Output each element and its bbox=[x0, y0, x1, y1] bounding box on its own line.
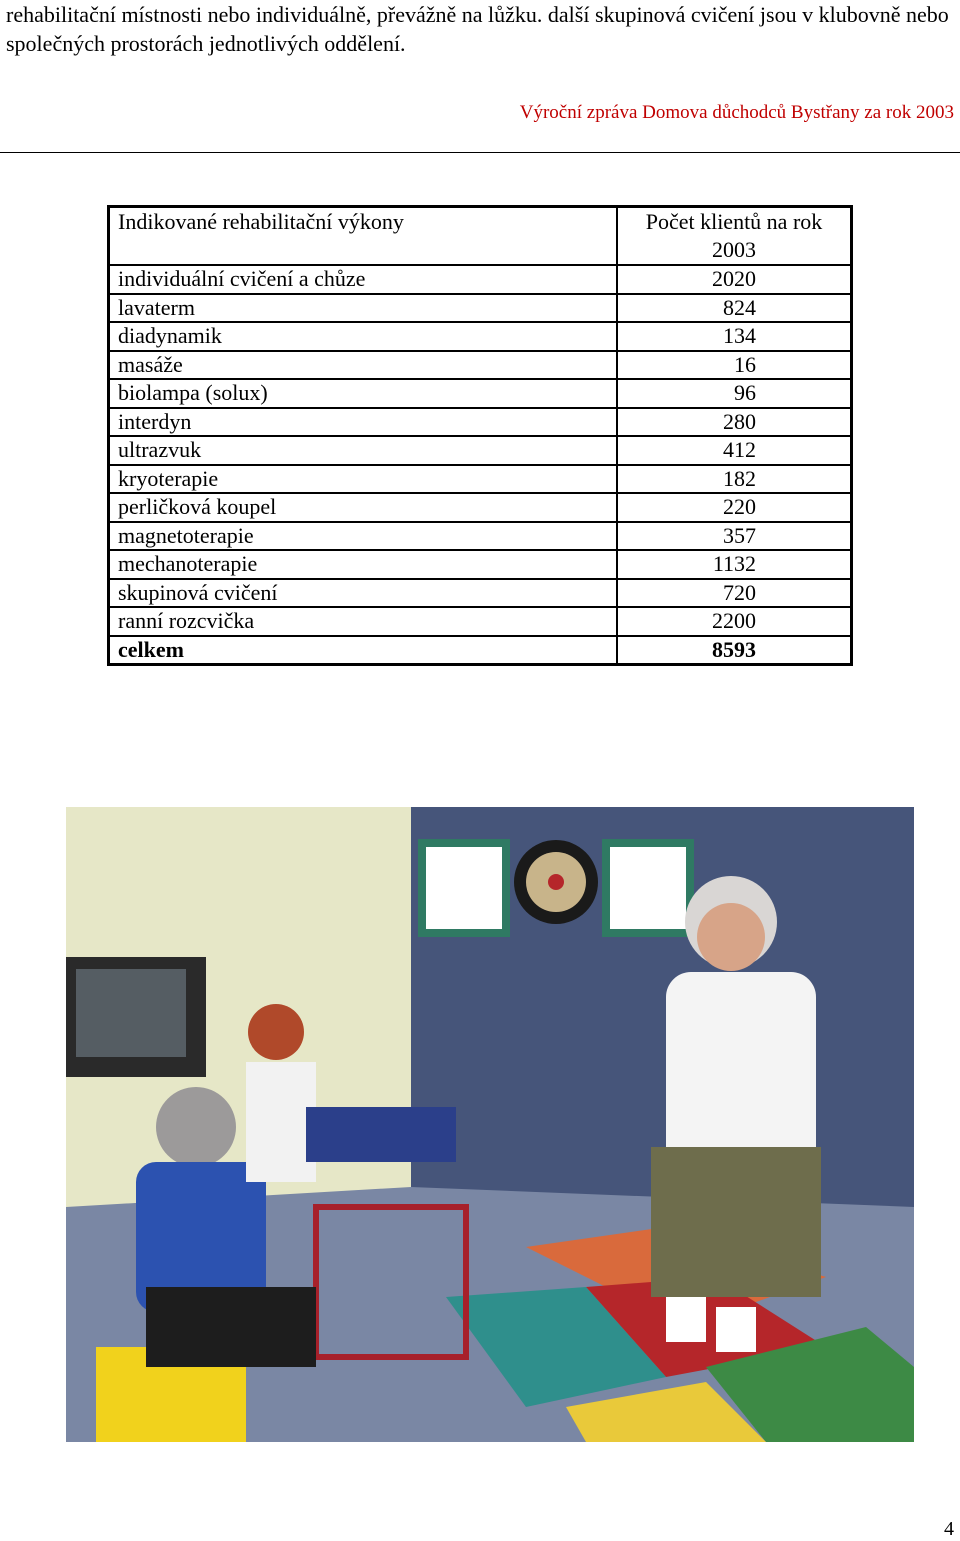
procedure-name: ultrazvuk bbox=[109, 436, 618, 465]
intro-paragraph: rehabilitační místnosti nebo individuálně, převážně na lůžku. další skupinová cvičení jsou v klubovně nebo společných prostorách jednotlivých oddělení. bbox=[6, 2, 949, 56]
rehab-table bbox=[107, 205, 853, 666]
photo-person-middle-top bbox=[246, 1062, 316, 1182]
client-count: 2020 bbox=[617, 265, 852, 294]
procedure-name: ranní rozcvička bbox=[109, 607, 618, 636]
procedure-name: mechanoterapie bbox=[109, 550, 618, 579]
table-row bbox=[109, 379, 852, 408]
procedure-name: diadynamik bbox=[109, 322, 618, 351]
procedure-name: individuální cvičení a chůze bbox=[109, 265, 618, 294]
client-count: 824 bbox=[617, 294, 852, 323]
photo-person-standing-face bbox=[697, 903, 765, 971]
photo-person-seated-head bbox=[156, 1087, 236, 1167]
procedure-name: kryoterapie bbox=[109, 465, 618, 494]
header-divider bbox=[0, 152, 960, 153]
photo-person-seated-trousers bbox=[146, 1287, 316, 1367]
photo-person-middle-head bbox=[248, 1004, 304, 1060]
table-total-row bbox=[109, 636, 852, 665]
client-count: 357 bbox=[617, 522, 852, 551]
table-row bbox=[109, 351, 852, 380]
total-label: celkem bbox=[109, 636, 618, 665]
procedure-name: lavaterm bbox=[109, 294, 618, 323]
total-value: 8593 bbox=[617, 636, 852, 665]
client-count: 220 bbox=[617, 493, 852, 522]
procedure-name: magnetoterapie bbox=[109, 522, 618, 551]
client-count: 280 bbox=[617, 408, 852, 437]
client-count: 1132 bbox=[617, 550, 852, 579]
table-row bbox=[109, 493, 852, 522]
table-row bbox=[109, 550, 852, 579]
client-count: 720 bbox=[617, 579, 852, 608]
photo-person-middle-trousers bbox=[306, 1107, 456, 1162]
photo-poster-left-sheet bbox=[426, 847, 502, 929]
report-header-title: Výroční zpráva Domova důchodců Bystřany za rok 2003 bbox=[519, 102, 954, 123]
table-row bbox=[109, 579, 852, 608]
table-row bbox=[109, 408, 852, 437]
table-row bbox=[109, 465, 852, 494]
photo-person-standing-skirt bbox=[651, 1147, 821, 1297]
table-row bbox=[109, 294, 852, 323]
table-row bbox=[109, 436, 852, 465]
photo-dartboard-center bbox=[548, 874, 564, 890]
procedure-name: interdyn bbox=[109, 408, 618, 437]
rehab-room-photo bbox=[66, 807, 914, 1442]
table-row bbox=[109, 265, 852, 294]
col-header-procedures: Indikované rehabilitační výkony bbox=[109, 207, 618, 266]
table-row bbox=[109, 322, 852, 351]
photo-person-standing-shirt bbox=[666, 972, 816, 1172]
procedure-name: perličková koupel bbox=[109, 493, 618, 522]
procedure-name: biolampa (solux) bbox=[109, 379, 618, 408]
page-number: 4 bbox=[944, 1518, 954, 1540]
col-header-client-count: Počet klientů na rok 2003 bbox=[617, 207, 852, 266]
client-count: 412 bbox=[617, 436, 852, 465]
client-count: 2200 bbox=[617, 607, 852, 636]
photo-poster-right-sheet bbox=[610, 847, 686, 929]
client-count: 182 bbox=[617, 465, 852, 494]
client-count: 96 bbox=[617, 379, 852, 408]
table-row bbox=[109, 607, 852, 636]
client-count: 16 bbox=[617, 351, 852, 380]
table-header-row bbox=[109, 207, 852, 266]
photo-person-standing-leg-right bbox=[716, 1307, 756, 1352]
client-count: 134 bbox=[617, 322, 852, 351]
procedure-name: masáže bbox=[109, 351, 618, 380]
photo-tv-screen bbox=[76, 969, 186, 1057]
photo-person-standing-leg-left bbox=[666, 1297, 706, 1342]
procedure-name: skupinová cvičení bbox=[109, 579, 618, 608]
table-row bbox=[109, 522, 852, 551]
